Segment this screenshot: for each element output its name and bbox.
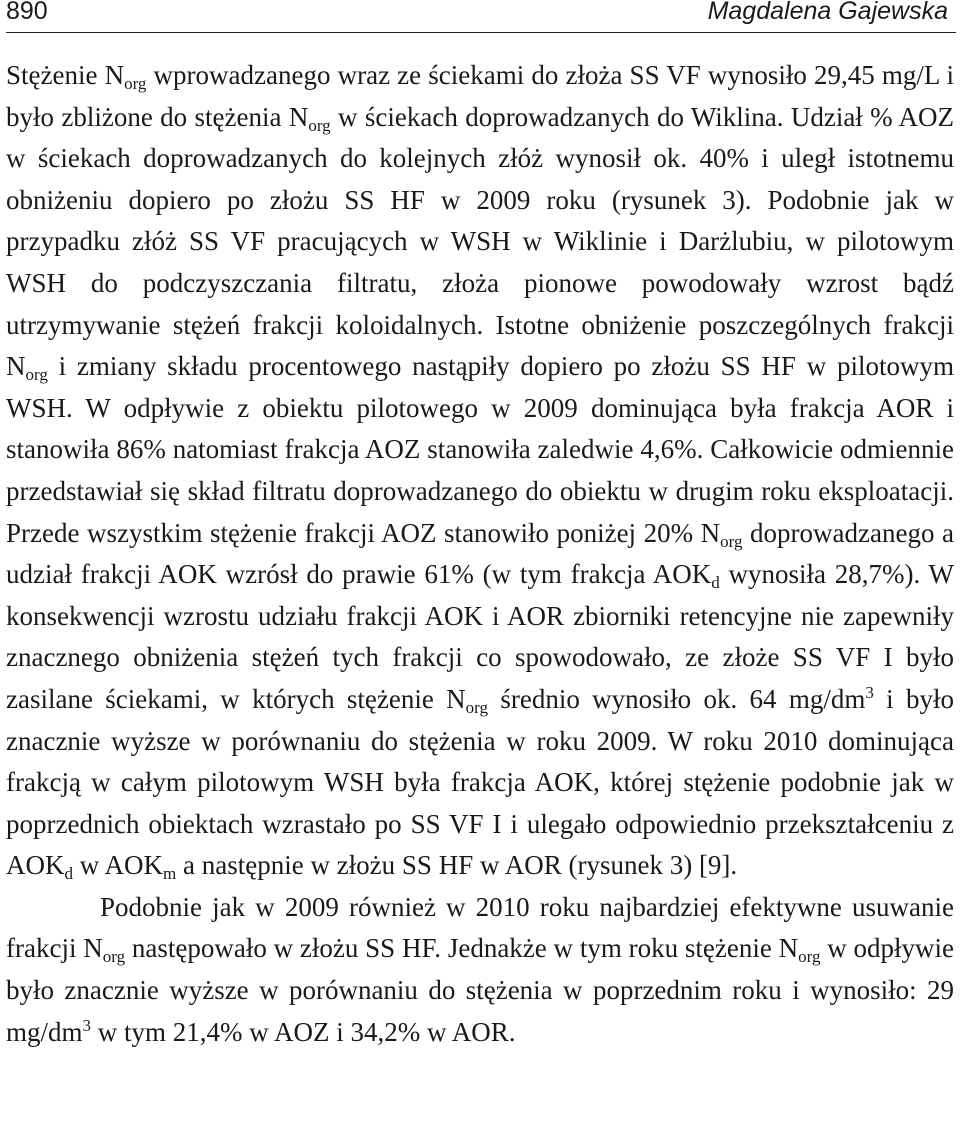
paragraph-1 (6, 55, 954, 887)
page-header (6, 0, 956, 33)
subscript: d (64, 864, 73, 884)
subscript: org (124, 74, 147, 93)
text-run: średnio wynosiło ok. 64 mg/dm (488, 683, 866, 714)
body-text (6, 55, 954, 1053)
subscript: d (711, 573, 720, 593)
superscript: 3 (82, 1015, 92, 1035)
text-run: i zmiany składu procentowego nastąpiły dopiero po złożu SS HF w pilotowym WSH. W odpływie z obiektu pilotowego w 2009 dominująca była frakcja AOR i stanowiła 86% natomiast frakcja AOZ stanowiła zaledwie 4,6%. Całkowicie odmiennie przedstawiał się skład filtratu doprowadzanego do obiektu w drugim roku eksploatacji. Przede wszystkim stężenie frakcji AOZ stanowiło poniżej 20% N (6, 351, 954, 548)
running-head-author: Magdalena Gajewska (707, 0, 948, 25)
text-run: doprowadzanego a udział frakcji AOK wzrósł do prawie 61% (w tym frakcja AOK (6, 517, 954, 590)
subscript: org (25, 365, 48, 385)
text-run: w odpływie było znacznie wyższe w porównaniu do stężenia w poprzednim roku i wynosiło: 29 mg/dm (6, 933, 954, 1047)
text-run: Podobnie jak w 2009 również w 2010 roku najbardziej efektywne usuwanie frakcji N (6, 891, 954, 964)
subscript: org (720, 531, 743, 551)
text-run: w ściekach doprowadzanych do Wiklina. Udział % AOZ w ściekach doprowadzanych do kolejnych złóż wynosił ok. 40% i uległ istotnemu obniżeniu dopiero po złożu SS HF w 2009 roku (rysunek 3). Podobnie jak w przypadku złóż SS VF pracujących w WSH w Wiklinie i Darżlubiu, w pilotowym WSH do podczyszczania filtratu, złoża pionowe powodowały wzrost bądź utrzymywanie stężeń frakcji koloidalnych. Istotne obniżenie poszczególnych frakcji N (6, 101, 955, 382)
paragraph-2 (6, 887, 954, 1053)
text-run: wynosiła 28,7%). W konsekwencji wzrostu udziału frakcji AOK i AOR zbiorniki retencyjne nie zapewniły znacznego obniżenia stężeń tych frakcji co spowodowało, ze złoże SS VF I było zasilane ściekami, w których stężenie N (6, 559, 954, 714)
subscript: org (465, 697, 489, 717)
text-run: w AOK (73, 850, 164, 881)
subscript: org (102, 947, 126, 967)
page-number: 890 (6, 0, 48, 25)
text-run: i było znacznie wyższe w porównaniu do stężenia w roku 2009. W roku 2010 dominująca frakcją w całym pilotowym WSH była frakcja AOK, której stężenie podobnie jak w poprzednich obiektach wzrastało po SS VF I i ulegało odpowiednio przekształceniu z AOK (6, 683, 954, 881)
text-run: w tym 21,4% w AOZ i 34,2% w AOR. (91, 1016, 516, 1047)
page (6, 0, 956, 1053)
text-run: następowało w złożu SS HF. Jednakże w tym roku stężenie N (125, 933, 799, 964)
subscript: m (163, 864, 177, 884)
subscript: org (308, 115, 331, 135)
text-run: a następnie w złożu SS HF w AOR (rysunek 3) [9]. (176, 850, 738, 881)
text-run: wprowadzanego wraz ze ściekami do złoża SS VF wynosiło 29,45 mg/L i było zbliżone do stężenia N (6, 60, 954, 132)
superscript: 3 (865, 682, 874, 702)
subscript: org (798, 947, 821, 967)
text-run: Stężenie N (6, 60, 125, 90)
